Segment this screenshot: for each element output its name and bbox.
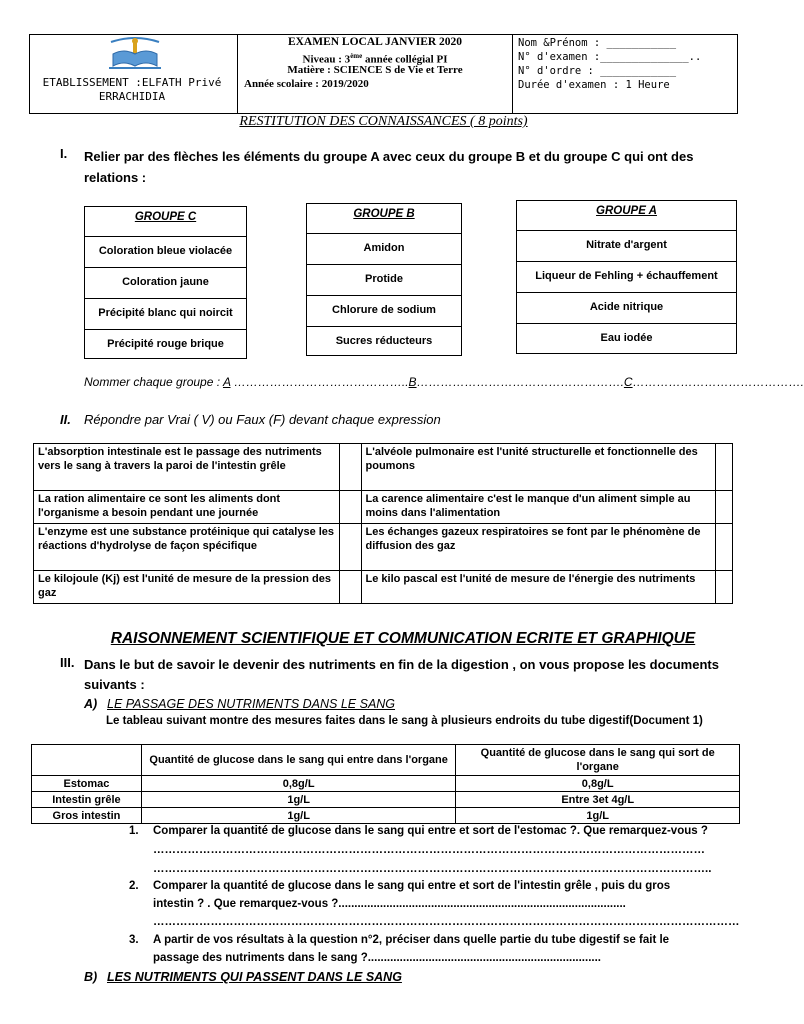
statement-cell: Le kilo pascal est l'unité de mesure de l'énergie des nutriments xyxy=(361,571,715,604)
statement-cell: L'enzyme est une substance protéinique qui catalyse les réactions d'hydrolyse de façon spécifique xyxy=(34,524,340,571)
groupe-c-title: GROUPE C xyxy=(85,207,246,237)
groupe-b-box xyxy=(306,203,462,356)
q3-number: III. xyxy=(60,655,75,670)
exam-title: EXAMEN LOCAL JANVIER 2020 xyxy=(287,36,463,48)
part-b-label: B) xyxy=(84,970,98,984)
answer-cell[interactable] xyxy=(339,571,361,604)
q1-instructions: Relier par des flèches les éléments du groupe A avec ceux du groupe B et du groupe C qui ont des relations : xyxy=(84,149,694,185)
group-a-answer[interactable]: …………………………………….. xyxy=(230,375,409,389)
header-cell xyxy=(32,745,142,776)
exam-subject: Matière : SCIENCE S de Vie et Terre xyxy=(287,64,463,76)
groupe-b-item: Protide xyxy=(307,265,461,296)
groupe-c-item: Coloration bleue violacée xyxy=(85,237,246,268)
groupe-a-title: GROUPE A xyxy=(517,201,736,231)
q3-instructions: Dans le but de savoir le devenir des nutriments en fin de la digestion , on vous propose les documents suivants : xyxy=(84,657,719,692)
groupe-c-item: Précipité rouge brique xyxy=(107,338,224,350)
statement-cell: L'alvéole pulmonaire est l'unité structurelle et fonctionnelle des poumons xyxy=(361,444,715,491)
statement-cell: Les échanges gazeux respiratoires se font par le phénomène de diffusion des gaz xyxy=(361,524,715,571)
table-row xyxy=(34,524,733,571)
document-1-table xyxy=(31,744,740,824)
question-1-number: 1. xyxy=(129,825,139,837)
answer-cell[interactable] xyxy=(715,571,732,604)
question-3-answer-line[interactable]: passage des nutriments dans le sang ?......................................................................... xyxy=(153,952,601,964)
question-2-answer-line[interactable]: intestin ? . Que remarquez-vous ?.......................................................................................... xyxy=(153,898,626,910)
table-row xyxy=(32,792,740,808)
true-false-table xyxy=(33,443,733,604)
groupe-a-item: Nitrate d'argent xyxy=(517,231,736,262)
value-cell: 1g/L xyxy=(141,808,456,824)
organ-cell: Estomac xyxy=(32,776,142,792)
groupe-b-item: Amidon xyxy=(307,234,461,265)
groupe-c-box xyxy=(84,206,247,359)
part-a-label: A) xyxy=(84,697,98,711)
header-cell: Quantité de glucose dans le sang qui sort de l'organe xyxy=(456,745,740,776)
answer-cell[interactable] xyxy=(339,491,361,524)
header-cell: Quantité de glucose dans le sang qui entre dans l'organe xyxy=(141,745,456,776)
question-3-number: 3. xyxy=(129,934,139,946)
value-cell: Entre 3et 4g/L xyxy=(456,792,740,808)
answer-cell[interactable] xyxy=(715,524,732,571)
answer-cell[interactable] xyxy=(715,444,732,491)
answer-cell[interactable] xyxy=(339,524,361,571)
question-1-answer-line[interactable]: ……………………………………………………………………………………………………………………………….. xyxy=(153,863,712,875)
answer-cell[interactable] xyxy=(339,444,361,491)
table-row xyxy=(32,808,740,824)
groupe-c-item: Précipité blanc qui noircit xyxy=(85,299,246,330)
school-logo-icon xyxy=(105,36,165,76)
groupe-b-title: GROUPE B xyxy=(307,204,461,234)
group-c-label: C xyxy=(623,375,633,389)
part-b-title: LES NUTRIMENTS QUI PASSENT DANS LE SANG xyxy=(107,970,402,984)
question-1-text: Comparer la quantité de glucose dans le sang qui entre et sort de l'estomac ?. Que remarquez-vous ? xyxy=(153,825,708,837)
groupe-b-item: Sucres réducteurs xyxy=(335,335,433,347)
table-row xyxy=(34,491,733,524)
answer-cell[interactable] xyxy=(715,491,732,524)
value-cell: 0,8g/L xyxy=(141,776,456,792)
groupe-b-item: Chlorure de sodium xyxy=(307,296,461,327)
value-cell: 1g/L xyxy=(456,808,740,824)
groupe-a-item: Liqueur de Fehling + échauffement xyxy=(517,262,736,293)
part-a-title: LE PASSAGE DES NUTRIMENTS DANS LE SANG xyxy=(107,697,396,711)
q1-number: I. xyxy=(60,146,68,161)
exam-duration: Durée d'examen : 1 Heure xyxy=(518,79,670,91)
section1-title: RESTITUTION DES CONNAISSANCES ( 8 points) xyxy=(239,114,528,129)
group-a-label: A xyxy=(222,375,231,389)
table-row xyxy=(34,444,733,491)
question-3-text: A partir de vos résultats à la question n°2, préciser dans quelle partie du tube digestif se fait le xyxy=(153,934,670,946)
statement-cell: Le kilojoule (Kj) est l'unité de mesure de la pression des gaz xyxy=(34,571,340,604)
statement-cell: La ration alimentaire ce sont les aliments dont l'organisme a besoin pendant une journée xyxy=(34,491,340,524)
question-1-answer-line[interactable]: ……………………………………………………………………………………………………………………………… xyxy=(153,844,705,856)
question-2-answer-line[interactable]: ……………………………………………………………………………………………………………………………………… xyxy=(153,916,740,928)
level-label: Niveau : 3 xyxy=(302,53,351,66)
header-divider-2 xyxy=(512,34,513,114)
school-name: ETABLISSEMENT :ELFATH Privé ERRACHIDIA xyxy=(42,76,222,103)
groupe-a-item: Acide nitrique xyxy=(517,293,736,324)
group-b-label: B xyxy=(408,375,417,389)
question-2-number: 2. xyxy=(129,880,139,892)
level-rest: année collégial PI xyxy=(362,53,448,66)
organ-cell: Gros intestin xyxy=(32,808,142,824)
question-2-text: Comparer la quantité de glucose dans le sang qui entre et sort de l'intestin grêle , puis du gros xyxy=(153,880,671,892)
q2-number: II. xyxy=(60,412,71,427)
school-year: Année scolaire : 2019/2020 xyxy=(244,78,369,90)
organ-cell: Intestin grêle xyxy=(32,792,142,808)
groupe-a-item: Eau iodée xyxy=(600,332,653,344)
groupe-a-box xyxy=(516,200,737,354)
group-b-answer[interactable]: ……………………………………………. xyxy=(416,375,624,389)
part-a-intro: Le tableau suivant montre des mesures faites dans le sang à plusieurs endroits du tube digestif(Document 1) xyxy=(106,715,703,727)
value-cell: 1g/L xyxy=(141,792,456,808)
q2-instructions: Répondre par Vrai ( V) ou Faux (F) devant chaque expression xyxy=(84,412,441,427)
table-row xyxy=(32,776,740,792)
table-row xyxy=(34,571,733,604)
table-header-row xyxy=(32,745,740,776)
name-groups-label: Nommer chaque groupe : xyxy=(84,375,223,389)
order-number-field: N° d'ordre : ____________ xyxy=(518,65,677,77)
section2-title: RAISONNEMENT SCIENTIFIQUE ET COMMUNICATION ECRITE ET GRAPHIQUE xyxy=(110,630,696,647)
student-name-field: Nom &Prénom : ___________ xyxy=(518,37,677,49)
level-sup: ème xyxy=(350,52,363,60)
name-groups-line xyxy=(84,375,804,389)
statement-cell: La carence alimentaire c'est le manque d'un aliment simple au moins dans l'alimentation xyxy=(361,491,715,524)
statement-cell: L'absorption intestinale est le passage des nutriments vers le sang à travers la paroi de l'intestin grêle xyxy=(34,444,340,491)
value-cell: 0,8g/L xyxy=(456,776,740,792)
exam-number-field: N° d'examen :______________.. xyxy=(518,51,702,63)
group-c-answer[interactable]: ……………………………………. xyxy=(632,375,804,389)
groupe-c-item: Coloration jaune xyxy=(85,268,246,299)
